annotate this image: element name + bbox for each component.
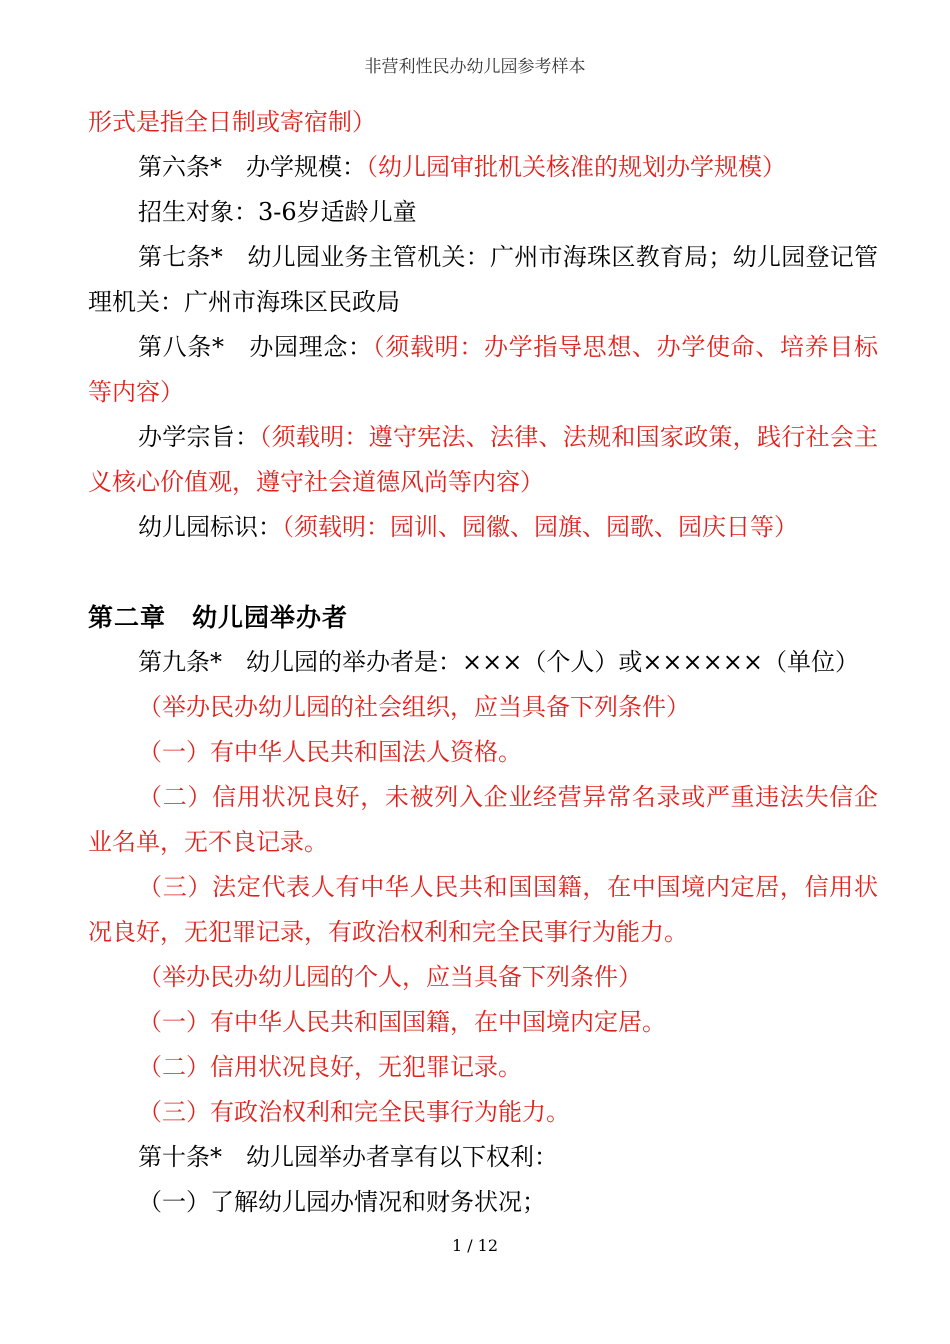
school-purpose-note: （须载明：遵守宪法、法律、法规和国家政策，践行社会主义核心价值观，遵守社会道德风尚等内容） — [88, 423, 879, 496]
page-header: 非营利性民办幼儿园参考样本 — [364, 57, 586, 77]
article-7: 第七条* 幼儿园业务主管机关：广州市海珠区教育局；幼儿园登记管理机关：广州市海珠区民政局 — [88, 243, 878, 316]
paragraph-continuation: 形式是指全日制或寄宿制） — [88, 108, 376, 136]
article-6-label: 第六条* 办学规模： — [138, 153, 366, 181]
individual-condition-2: （二）信用状况良好，无犯罪记录。 — [138, 1053, 522, 1081]
organization-condition-2: （二）信用状况良好，未被列入企业经营异常名录或严重违法失信企业名单，无不良记录。 — [88, 783, 878, 856]
school-identity-label: 幼儿园标识： — [138, 513, 282, 541]
page-number: 1 / 12 — [451, 1236, 499, 1255]
individual-conditions-intro: （举办民办幼儿园的个人，应当具备下列条件） — [138, 963, 642, 991]
article-8-label: 第八条* 办园理念： — [138, 333, 373, 361]
article-10-item-1: （一）了解幼儿园办情况和财务状况； — [138, 1188, 546, 1216]
organization-condition-1: （一）有中华人民共和国法人资格。 — [138, 738, 522, 766]
article-6 — [88, 145, 878, 190]
document-body — [88, 100, 878, 1225]
article-6-note: （幼儿园审批机关核准的规划办学规模） — [366, 153, 786, 181]
school-identity-note: （须载明：园训、园徽、园旗、园歌、园庆日等） — [282, 513, 798, 541]
article-9: 第九条* 幼儿园的举办者是：×××（个人）或××××××（单位） — [138, 648, 859, 676]
article-10: 第十条* 幼儿园举办者享有以下权利： — [138, 1143, 558, 1171]
organization-condition-3: （三）法定代表人有中华人民共和国国籍，在中国境内定居，信用状况良好，无犯罪记录，有政治权利和完全民事行为能力。 — [88, 873, 878, 946]
school-purpose — [88, 415, 878, 505]
organization-conditions-intro: （举办民办幼儿园的社会组织，应当具备下列条件） — [138, 693, 690, 721]
article-8-note: （须载明：办学指导思想、办学使命、培养目标等内容） — [88, 333, 879, 406]
article-8 — [88, 325, 878, 415]
school-identity — [88, 505, 878, 550]
individual-condition-3: （三）有政治权利和完全民事行为能力。 — [138, 1098, 570, 1126]
individual-condition-1: （一）有中华人民共和国国籍，在中国境内定居。 — [138, 1008, 666, 1036]
school-purpose-label: 办学宗旨： — [138, 423, 260, 451]
enrollment-target: 招生对象：3-6岁适龄儿童 — [138, 198, 417, 226]
chapter-heading: 第二章 幼儿园举办者 — [88, 603, 349, 632]
